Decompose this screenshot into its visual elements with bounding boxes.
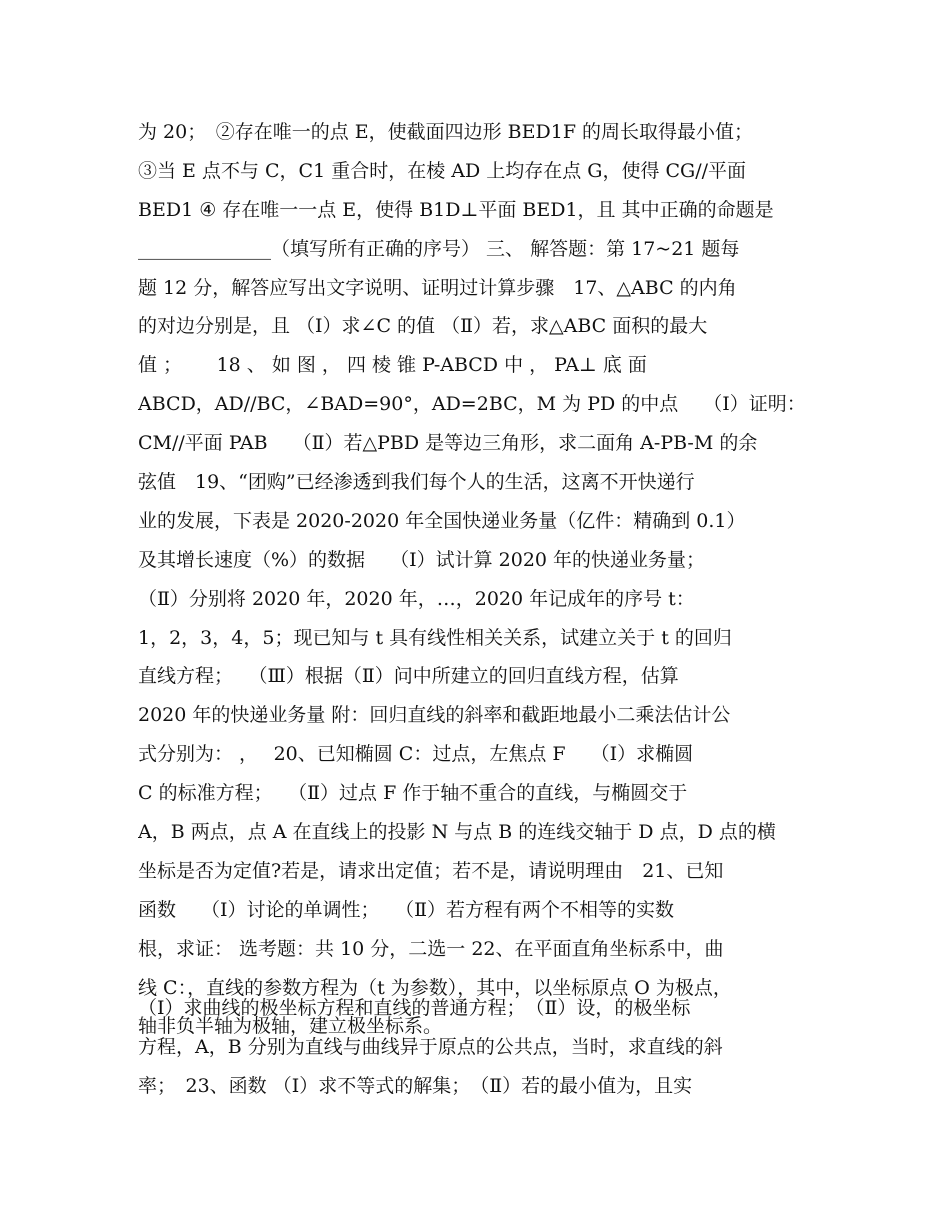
- text-line: C 的标准方程； （Ⅱ）过点 F 作于轴不重合的直线，与椭圆交于: [138, 782, 688, 805]
- text-line: 根，求证： 选考题：共 10 分，二选一 22、在平面直角坐标系中，曲: [138, 937, 724, 960]
- text-line: CM//平面 PAB （Ⅱ）若△PBD 是等边三角形，求二面角 A-PB-M 的余: [138, 432, 758, 455]
- text-line: 题 12 分，解答应写出文字说明、证明过计算步骤 17、△ABC 的内角: [138, 276, 737, 299]
- text-line: 2020 年的快递业务量 附：回归直线的斜率和截距地最小二乘法估计公: [138, 704, 731, 727]
- text-line: ③当 E 点不与 C，C1 重合时，在棱 AD 上均存在点 G，使得 CG//平面: [138, 159, 747, 182]
- text-line: 的对边分别是，且 （Ⅰ）求∠C 的值 （Ⅱ）若，求△ABC 面积的最大: [138, 315, 708, 338]
- text-line: 直线方程； （Ⅲ）根据（Ⅱ）问中所建立的回归直线方程，估算: [138, 665, 679, 688]
- text-line: 函数 （Ⅰ）讨论的单调性； （Ⅱ）若方程有两个不相等的实数: [138, 898, 675, 921]
- text-line: 率； 23、函数 （Ⅰ）求不等式的解集； （Ⅱ）若的最小值为，且实: [138, 1074, 693, 1097]
- text-line: 弦值 19、“团购”已经渗透到我们每个人的生活，这离不开快递行: [138, 471, 695, 494]
- text-line: 及其增长速度（%）的数据 （Ⅰ）试计算 2020 年的快递业务量；: [138, 548, 706, 571]
- text-line: A，B 两点，点 A 在直线上的投影 N 与点 B 的连线交轴于 D 点，D 点的横: [138, 821, 776, 844]
- text-line: 式分别为： ， 20、已知椭圆 C：过点，左焦点 F （Ⅰ）求椭圆: [138, 743, 694, 766]
- text-line: 业的发展，下表是 2020-2020 年全国快递业务量（亿件：精确到 0.1）: [138, 509, 746, 532]
- paragraph-2: [138, 989, 820, 1106]
- text-line: （Ⅱ）分别将 2020 年，2020 年，…，2020 年记成年的序号 t：: [138, 587, 695, 610]
- text-line: 轴非负半轴为极轴，建立极坐标系。: [138, 1015, 443, 1038]
- text-line: ______________（填写所有正确的序号） 三、 解答题：第 17~21 题每: [138, 237, 740, 260]
- text-line: ABCD，AD//BC，∠BAD=90°，AD=2BC，M 为 PD 的中点 （Ⅰ）证明：: [138, 393, 806, 416]
- text-line: 方程，A，B 分别为直线与曲线异于原点的公共点，当时，求直线的斜: [138, 1035, 723, 1058]
- text-line: 线 C：，直线的参数方程为（t 为参数），其中，以坐标原点 O 为极点，: [138, 976, 732, 999]
- text-line: （Ⅰ）求曲线的极坐标方程和直线的普通方程； （Ⅱ）设，的极坐标: [138, 997, 691, 1019]
- text-line: BED1 ④ 存在唯一一点 E，使得 B1D⊥平面 BED1，且 其中正确的命题是: [138, 198, 774, 221]
- text-line: 值 ； 18 、 如 图 ， 四 棱 锥 P-ABCD 中 ， PA⊥ 底 面: [138, 354, 647, 377]
- text-line: 坐标是否为定值?若是，请求出定值；若不是，请说明理由 21、已知: [138, 859, 724, 882]
- text-line: 1，2，3，4，5；现已知与 t 具有线性相关关系，试建立关于 t 的回归: [138, 626, 732, 649]
- paragraph-1: [138, 113, 820, 1046]
- text-line: 为 20； ②存在唯一的点 E，使截面四边形 BED1F 的周长取得最小值；: [138, 121, 754, 143]
